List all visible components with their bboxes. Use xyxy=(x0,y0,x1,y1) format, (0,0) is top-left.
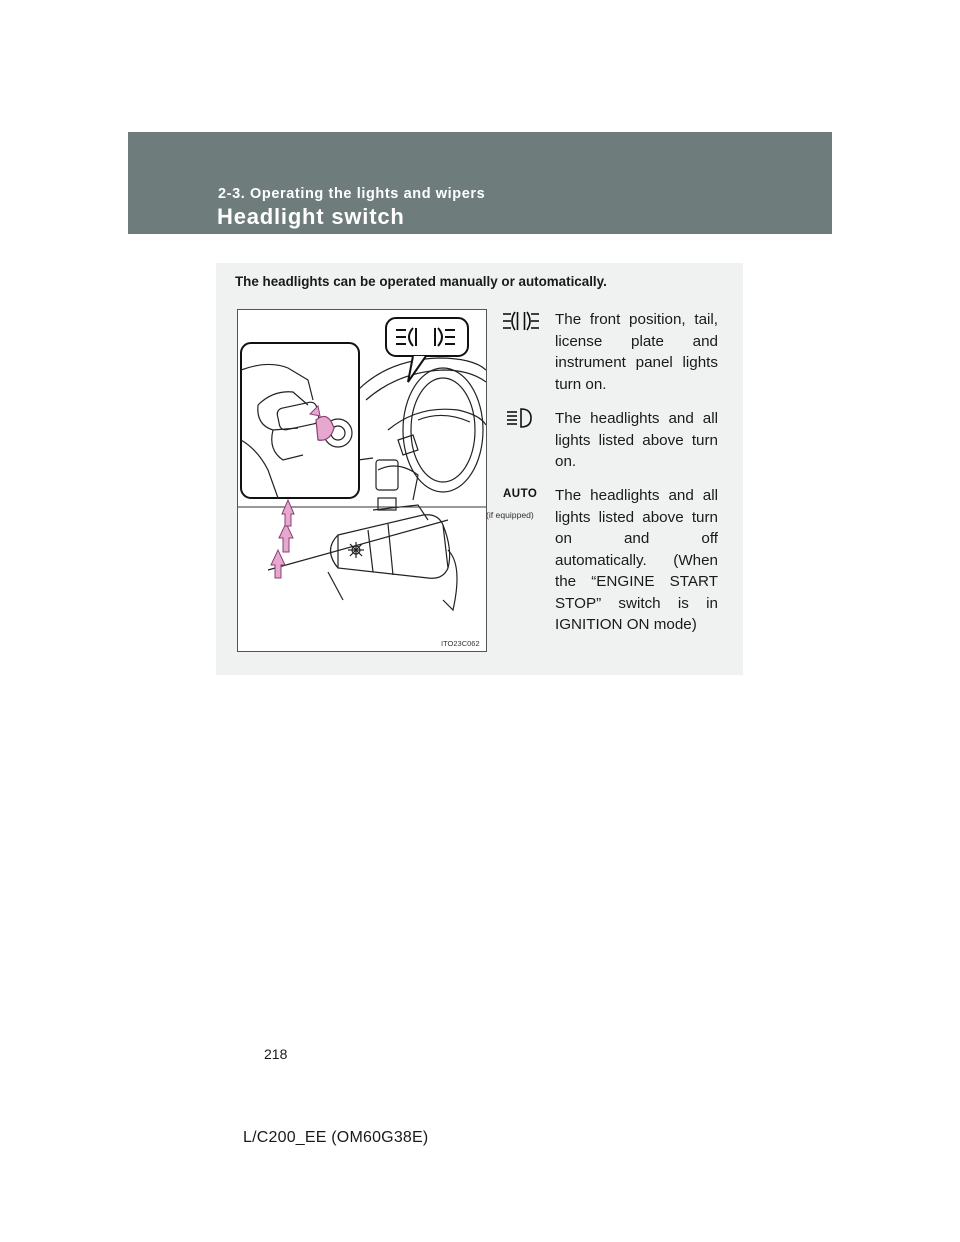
document-code: L/C200_EE (OM60G38E) xyxy=(243,1129,429,1146)
illustration-drawing xyxy=(238,310,486,651)
page-title: Headlight switch xyxy=(217,204,405,229)
section-label: 2-3. Operating the lights and wipers xyxy=(218,186,486,202)
auto-icon: AUTO xyxy=(503,488,538,500)
chapter-header xyxy=(128,132,832,234)
info-panel xyxy=(216,263,743,675)
auto-description: The headlights and all lights listed above turn on and off automatically. (When the “ENGINE START STOP” switch is in IGNITION ON mode) xyxy=(555,487,718,633)
side-lights-description: The front position, tail, license plate and instrument panel lights turn on. xyxy=(555,311,718,393)
intro-text: The headlights can be operated manually or automatically. xyxy=(235,274,607,289)
page-number: 218 xyxy=(264,1046,288,1062)
headlight-switch-illustration xyxy=(237,309,487,652)
side-lights-icon xyxy=(501,310,541,337)
figure-code: ITO23C062 xyxy=(441,639,480,648)
headlight-icon xyxy=(505,407,535,434)
auto-icon-note: (if equipped) xyxy=(486,510,534,520)
headlight-description: The headlights and all lights listed above turn on. xyxy=(555,410,718,470)
